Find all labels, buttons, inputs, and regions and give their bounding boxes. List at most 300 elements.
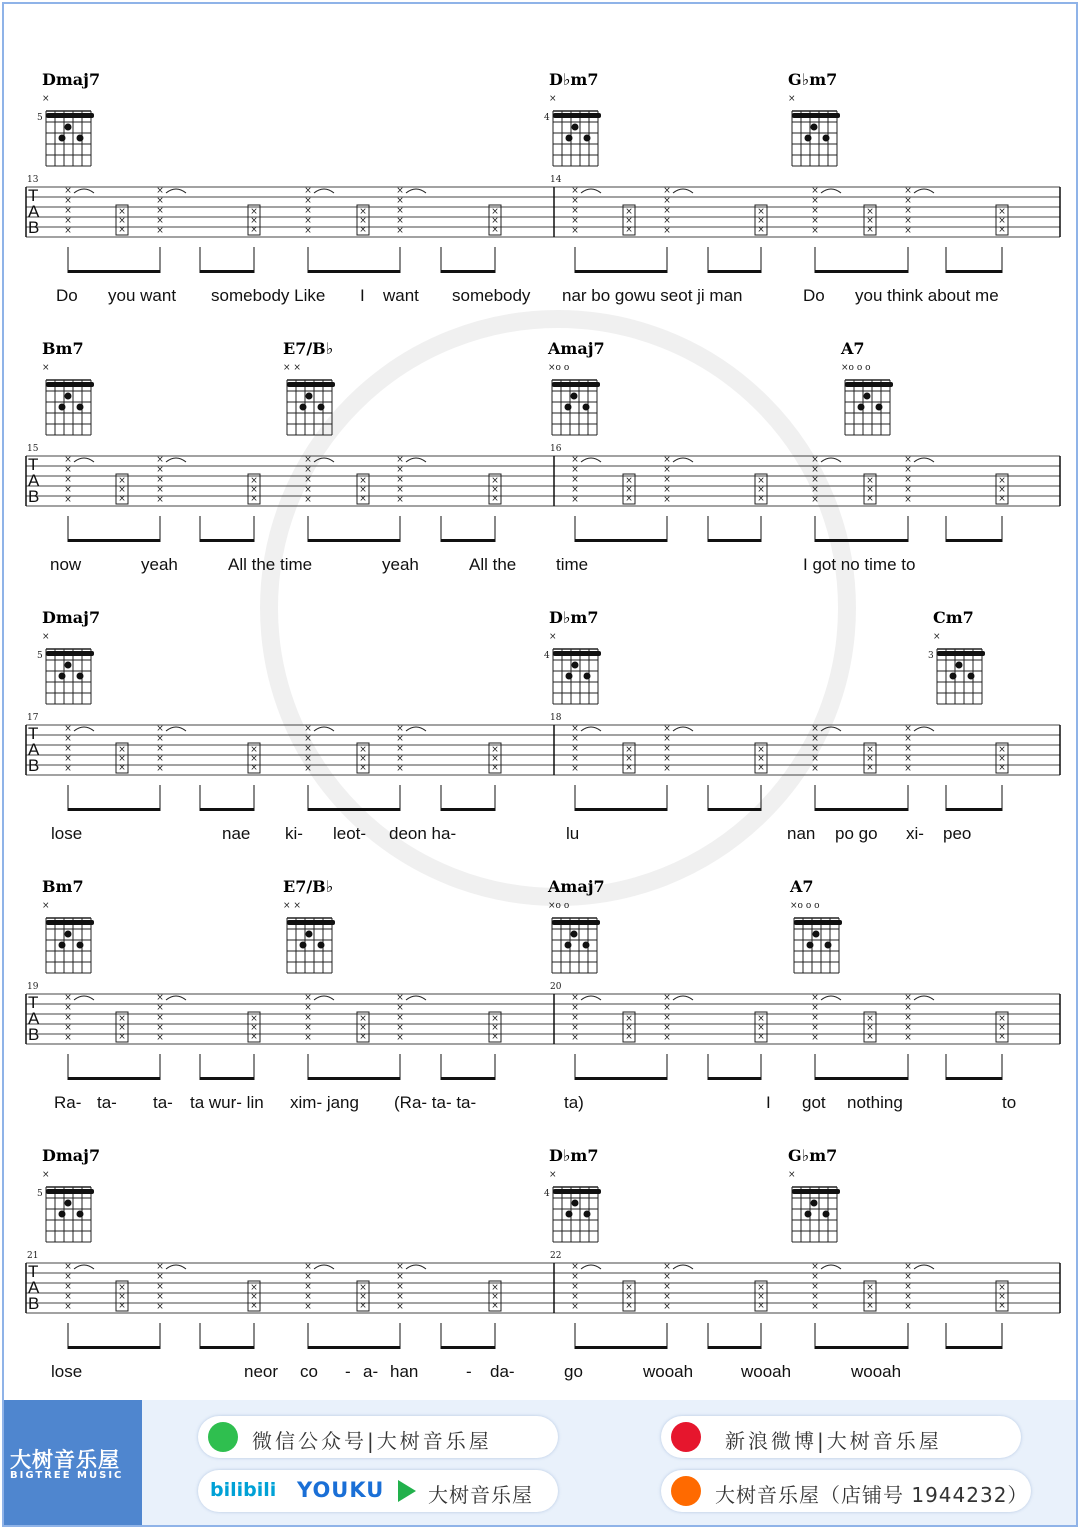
muted-strum-x: × — [64, 1282, 72, 1292]
chord-finger-dot — [306, 931, 313, 938]
muted-strum-x: × — [396, 216, 404, 226]
muted-strum-x: × — [998, 763, 1006, 773]
muted-strum-x: × — [491, 1032, 499, 1042]
chord-name: E7/B♭ — [283, 877, 334, 896]
muted-strum-x: × — [491, 485, 499, 495]
chord-string-markers: × — [42, 632, 50, 642]
tie-curve — [314, 996, 334, 1000]
measure-number: 20 — [550, 982, 562, 992]
chord-finger-dot — [956, 662, 963, 669]
muted-strum-x: × — [396, 1013, 404, 1023]
muted-strum-x: × — [396, 196, 404, 206]
lyric-syllable: nan — [787, 824, 816, 843]
tie-curve — [581, 189, 601, 193]
muted-strum-x: × — [491, 1283, 499, 1293]
note-beam — [575, 1346, 667, 1349]
muted-strum-x: × — [396, 495, 404, 505]
muted-strum-x: × — [866, 1023, 874, 1033]
chord-finger-dot — [864, 393, 871, 400]
muted-strum-x: × — [396, 206, 404, 216]
muted-strum-x: × — [304, 455, 312, 465]
note-beam — [946, 1346, 1002, 1349]
note-beam — [441, 270, 495, 273]
muted-strum-x: × — [156, 993, 164, 1003]
muted-strum-x: × — [156, 764, 164, 774]
muted-strum-x: × — [625, 745, 633, 755]
muted-strum-x: × — [304, 754, 312, 764]
chord-finger-dot — [566, 135, 573, 142]
muted-strum-x: × — [866, 216, 874, 226]
muted-strum-x: × — [396, 993, 404, 1003]
muted-strum-x: × — [998, 1032, 1006, 1042]
muted-strum-x: × — [625, 476, 633, 486]
muted-strum-x: × — [663, 216, 671, 226]
lyric-syllable: go — [564, 1362, 583, 1381]
muted-strum-x: × — [118, 216, 126, 226]
chord-string-markers: × — [549, 94, 557, 104]
tab-clef-letter: T — [28, 993, 39, 1012]
muted-strum-x: × — [156, 206, 164, 216]
muted-strum-x: × — [866, 476, 874, 486]
tie-curve — [821, 727, 841, 731]
muted-strum-x: × — [64, 1262, 72, 1272]
muted-strum-x: × — [904, 206, 912, 216]
chord-fret-number: 4 — [544, 113, 550, 123]
muted-strum-x: × — [663, 744, 671, 754]
muted-strum-x: × — [304, 1023, 312, 1033]
note-beam — [200, 270, 254, 273]
tie-curve — [74, 727, 94, 731]
chord-finger-dot — [584, 135, 591, 142]
muted-strum-x: × — [396, 1282, 404, 1292]
muted-strum-x: × — [359, 485, 367, 495]
muted-strum-x: × — [156, 1023, 164, 1033]
muted-strum-x: × — [811, 1013, 819, 1023]
muted-strum-x: × — [998, 1301, 1006, 1311]
lyric-syllable: co — [300, 1362, 318, 1381]
chord-name: Amaj7 — [548, 877, 605, 896]
tab-clef-letter: T — [28, 186, 39, 205]
muted-strum-x: × — [396, 764, 404, 774]
muted-strum-x: × — [156, 495, 164, 505]
chord-string-markers: ×o o o — [790, 901, 820, 911]
muted-strum-x: × — [904, 734, 912, 744]
muted-strum-x: × — [250, 207, 258, 217]
note-beam — [308, 1077, 400, 1080]
muted-strum-x: × — [64, 744, 72, 754]
lyric-syllable: xi- — [906, 824, 924, 843]
muted-strum-x: × — [250, 763, 258, 773]
muted-strum-x: × — [904, 1013, 912, 1023]
muted-strum-x: × — [304, 485, 312, 495]
taobao-link[interactable] — [661, 1470, 1031, 1512]
muted-strum-x: × — [866, 494, 874, 504]
chord-finger-dot — [566, 673, 573, 680]
chord-barre — [845, 382, 893, 387]
muted-strum-x: × — [866, 745, 874, 755]
muted-strum-x: × — [571, 475, 579, 485]
chord-string-markers: × — [42, 1170, 50, 1180]
chord-finger-dot — [59, 942, 66, 949]
muted-strum-x: × — [904, 1302, 912, 1312]
muted-strum-x: × — [156, 1282, 164, 1292]
muted-strum-x: × — [571, 196, 579, 206]
muted-strum-x: × — [304, 1272, 312, 1282]
muted-strum-x: × — [811, 196, 819, 206]
muted-strum-x: × — [663, 485, 671, 495]
muted-strum-x: × — [904, 764, 912, 774]
note-beam — [68, 539, 160, 542]
tab-clef-letter: B — [28, 1294, 40, 1313]
muted-strum-x: × — [359, 1014, 367, 1024]
muted-strum-x: × — [904, 495, 912, 505]
weibo-link[interactable] — [661, 1416, 1021, 1458]
muted-strum-x: × — [904, 196, 912, 206]
muted-strum-x: × — [757, 494, 765, 504]
muted-strum-x: × — [757, 1023, 765, 1033]
muted-strum-x: × — [118, 745, 126, 755]
lyric-syllable: lose — [51, 1362, 83, 1381]
note-beam — [441, 808, 495, 811]
muted-strum-x: × — [811, 724, 819, 734]
muted-strum-x: × — [625, 763, 633, 773]
chord-barre — [553, 651, 601, 656]
chord-string-markers: × × — [283, 363, 301, 373]
note-beam — [815, 270, 908, 273]
muted-strum-x: × — [571, 1272, 579, 1282]
chord-finger-dot — [950, 673, 957, 680]
chord-name: Amaj7 — [548, 339, 605, 358]
muted-strum-x: × — [64, 1272, 72, 1282]
muted-strum-x: × — [904, 226, 912, 236]
muted-strum-x: × — [359, 763, 367, 773]
lyric-syllable: lu — [566, 824, 580, 843]
muted-strum-x: × — [396, 485, 404, 495]
muted-strum-x: × — [250, 494, 258, 504]
chord-name: D♭m7 — [549, 608, 599, 627]
muted-strum-x: × — [359, 1283, 367, 1293]
note-beam — [200, 808, 254, 811]
muted-strum-x: × — [757, 225, 765, 235]
muted-strum-x: × — [625, 1023, 633, 1033]
muted-strum-x: × — [625, 225, 633, 235]
chord-fret-number: 3 — [928, 651, 934, 661]
tie-curve — [914, 458, 934, 462]
muted-strum-x: × — [625, 1032, 633, 1042]
muted-strum-x: × — [396, 1262, 404, 1272]
muted-strum-x: × — [998, 207, 1006, 217]
muted-strum-x: × — [663, 993, 671, 1003]
muted-strum-x: × — [811, 734, 819, 744]
note-beam — [708, 1346, 761, 1349]
muted-strum-x: × — [866, 1014, 874, 1024]
muted-strum-x: × — [904, 465, 912, 475]
lyric-syllable: got — [802, 1093, 826, 1112]
muted-strum-x: × — [663, 724, 671, 734]
muted-strum-x: × — [396, 465, 404, 475]
muted-strum-x: × — [304, 1262, 312, 1272]
muted-strum-x: × — [491, 207, 499, 217]
muted-strum-x: × — [64, 764, 72, 774]
lyric-syllable: now — [50, 555, 82, 574]
muted-strum-x: × — [904, 744, 912, 754]
chord-name: Dmaj7 — [42, 608, 101, 627]
muted-strum-x: × — [304, 475, 312, 485]
muted-strum-x: × — [304, 1033, 312, 1043]
muted-strum-x: × — [757, 216, 765, 226]
muted-strum-x: × — [156, 1272, 164, 1282]
muted-strum-x: × — [156, 475, 164, 485]
tie-curve — [914, 727, 934, 731]
muted-strum-x: × — [250, 754, 258, 764]
muted-strum-x: × — [904, 724, 912, 734]
tie-curve — [673, 1265, 693, 1269]
taobao-icon — [671, 1476, 701, 1506]
muted-strum-x: × — [866, 754, 874, 764]
tie-curve — [673, 996, 693, 1000]
muted-strum-x: × — [118, 207, 126, 217]
lyric-syllable: - — [345, 1362, 351, 1381]
muted-strum-x: × — [571, 1302, 579, 1312]
muted-strum-x: × — [156, 1033, 164, 1043]
tie-curve — [581, 458, 601, 462]
chord-finger-dot — [77, 135, 84, 142]
muted-strum-x: × — [359, 1301, 367, 1311]
note-beam — [575, 539, 667, 542]
muted-strum-x: × — [663, 1033, 671, 1043]
muted-strum-x: × — [811, 1272, 819, 1282]
muted-strum-x: × — [625, 754, 633, 764]
muted-strum-x: × — [663, 455, 671, 465]
tab-clef-letter: T — [28, 724, 39, 743]
muted-strum-x: × — [998, 225, 1006, 235]
muted-strum-x: × — [998, 494, 1006, 504]
muted-strum-x: × — [811, 1292, 819, 1302]
chord-string-markers: × — [42, 363, 50, 373]
muted-strum-x: × — [304, 1302, 312, 1312]
chord-finger-dot — [77, 673, 84, 680]
lyric-syllable: lose — [51, 824, 83, 843]
muted-strum-x: × — [904, 993, 912, 1003]
muted-strum-x: × — [64, 1003, 72, 1013]
muted-strum-x: × — [571, 1033, 579, 1043]
chord-name: Dmaj7 — [42, 70, 101, 89]
muted-strum-x: × — [64, 206, 72, 216]
chord-barre — [287, 920, 335, 925]
chord-string-markers: ×o o — [548, 901, 570, 911]
tie-curve — [821, 996, 841, 1000]
muted-strum-x: × — [64, 1013, 72, 1023]
muted-strum-x: × — [304, 1013, 312, 1023]
muted-strum-x: × — [304, 734, 312, 744]
muted-strum-x: × — [811, 1033, 819, 1043]
chord-string-markers: × — [549, 632, 557, 642]
taobao-label: 大树音乐屋（店铺号 1944232） — [715, 1483, 1029, 1507]
lyric-syllable: time — [556, 555, 589, 574]
tie-curve — [74, 996, 94, 1000]
muted-strum-x: × — [811, 455, 819, 465]
muted-strum-x: × — [811, 754, 819, 764]
chord-barre — [794, 920, 842, 925]
note-beam — [308, 270, 400, 273]
tie-curve — [914, 996, 934, 1000]
chord-barre — [553, 1189, 601, 1194]
chord-finger-dot — [813, 931, 820, 938]
muted-strum-x: × — [663, 1023, 671, 1033]
tab-clef-letter: B — [28, 1025, 40, 1044]
lyric-syllable: ta) — [564, 1093, 584, 1112]
tie-curve — [673, 727, 693, 731]
lyric-syllable: (Ra- ta- ta- — [394, 1093, 477, 1112]
muted-strum-x: × — [811, 495, 819, 505]
muted-strum-x: × — [396, 475, 404, 485]
muted-strum-x: × — [64, 475, 72, 485]
muted-strum-x: × — [998, 1014, 1006, 1024]
note-beam — [68, 1077, 160, 1080]
muted-strum-x: × — [304, 206, 312, 216]
lyric-syllable: you think about me — [855, 286, 999, 305]
muted-strum-x: × — [118, 1283, 126, 1293]
muted-strum-x: × — [304, 226, 312, 236]
note-beam — [441, 1346, 495, 1349]
lyric-syllable: All the — [469, 555, 517, 574]
chord-finger-dot — [59, 1211, 66, 1218]
muted-strum-x: × — [64, 465, 72, 475]
muted-strum-x: × — [359, 745, 367, 755]
muted-strum-x: × — [571, 216, 579, 226]
lyric-syllable: deon ha- — [389, 824, 457, 843]
tab-clef-letter: T — [28, 1262, 39, 1281]
muted-strum-x: × — [998, 1023, 1006, 1033]
muted-strum-x: × — [625, 1014, 633, 1024]
tie-curve — [673, 458, 693, 462]
note-beam — [308, 539, 400, 542]
lyric-syllable: nae — [222, 824, 251, 843]
muted-strum-x: × — [571, 1262, 579, 1272]
muted-strum-x: × — [571, 495, 579, 505]
muted-strum-x: × — [118, 1023, 126, 1033]
tab-clef-letter: A — [28, 471, 40, 490]
muted-strum-x: × — [663, 1272, 671, 1282]
tie-curve — [581, 996, 601, 1000]
muted-strum-x: × — [998, 216, 1006, 226]
muted-strum-x: × — [359, 754, 367, 764]
note-beam — [441, 1077, 495, 1080]
muted-strum-x: × — [396, 724, 404, 734]
youku-icon: YOUKU — [297, 1478, 385, 1502]
chord-name: A7 — [790, 877, 814, 896]
muted-strum-x: × — [571, 1282, 579, 1292]
muted-strum-x: × — [866, 1292, 874, 1302]
lyric-syllable: yeah — [382, 555, 419, 574]
note-beam — [308, 808, 400, 811]
muted-strum-x: × — [359, 225, 367, 235]
tab-clef-letter: A — [28, 740, 40, 759]
wechat-link[interactable] — [198, 1416, 558, 1458]
muted-strum-x: × — [663, 186, 671, 196]
tab-clef-letter: A — [28, 1009, 40, 1028]
muted-strum-x: × — [156, 455, 164, 465]
muted-strum-x: × — [757, 485, 765, 495]
lyric-syllable: a- — [363, 1362, 379, 1381]
chord-name: Bm7 — [42, 877, 84, 896]
chord-barre — [937, 651, 985, 656]
muted-strum-x: × — [250, 476, 258, 486]
chord-finger-dot — [572, 1200, 579, 1207]
muted-strum-x: × — [156, 734, 164, 744]
muted-strum-x: × — [811, 744, 819, 754]
tie-curve — [406, 1265, 426, 1269]
muted-strum-x: × — [571, 1003, 579, 1013]
chord-finger-dot — [584, 1211, 591, 1218]
measure-number: 15 — [27, 444, 39, 454]
muted-strum-x: × — [491, 745, 499, 755]
lyric-syllable: wooah — [851, 1362, 902, 1381]
muted-strum-x: × — [396, 1003, 404, 1013]
measure-number: 13 — [27, 175, 39, 185]
measure-number: 22 — [550, 1251, 562, 1261]
chord-finger-dot — [65, 124, 72, 131]
note-beam — [441, 539, 495, 542]
muted-strum-x: × — [156, 754, 164, 764]
muted-strum-x: × — [663, 1282, 671, 1292]
tie-curve — [581, 1265, 601, 1269]
video-platforms-link[interactable] — [198, 1470, 558, 1512]
measure-number: 17 — [27, 713, 39, 723]
muted-strum-x: × — [156, 186, 164, 196]
muted-strum-x: × — [396, 744, 404, 754]
chord-finger-dot — [805, 1211, 812, 1218]
muted-strum-x: × — [118, 763, 126, 773]
muted-strum-x: × — [866, 763, 874, 773]
muted-strum-x: × — [304, 196, 312, 206]
muted-strum-x: × — [156, 1262, 164, 1272]
chord-finger-dot — [805, 135, 812, 142]
muted-strum-x: × — [571, 465, 579, 475]
muted-strum-x: × — [156, 1292, 164, 1302]
muted-strum-x: × — [359, 476, 367, 486]
muted-strum-x: × — [156, 744, 164, 754]
muted-strum-x: × — [571, 1292, 579, 1302]
chord-barre — [46, 1189, 94, 1194]
muted-strum-x: × — [904, 1292, 912, 1302]
tie-curve — [166, 727, 186, 731]
muted-strum-x: × — [866, 1032, 874, 1042]
muted-strum-x: × — [250, 745, 258, 755]
note-beam — [946, 270, 1002, 273]
muted-strum-x: × — [64, 216, 72, 226]
muted-strum-x: × — [118, 1292, 126, 1302]
muted-strum-x: × — [571, 1013, 579, 1023]
chord-string-markers: × — [42, 901, 50, 911]
lyric-syllable: yeah — [141, 555, 178, 574]
muted-strum-x: × — [904, 475, 912, 485]
tie-curve — [673, 189, 693, 193]
muted-strum-x: × — [663, 206, 671, 216]
muted-strum-x: × — [757, 754, 765, 764]
muted-strum-x: × — [118, 476, 126, 486]
muted-strum-x: × — [64, 1302, 72, 1312]
muted-strum-x: × — [904, 754, 912, 764]
muted-strum-x: × — [998, 754, 1006, 764]
muted-strum-x: × — [118, 494, 126, 504]
lyric-syllable: da- — [490, 1362, 515, 1381]
note-beam — [708, 808, 761, 811]
tie-curve — [74, 1265, 94, 1269]
chord-finger-dot — [65, 393, 72, 400]
tie-curve — [314, 727, 334, 731]
chord-string-markers: ×o o — [548, 363, 570, 373]
